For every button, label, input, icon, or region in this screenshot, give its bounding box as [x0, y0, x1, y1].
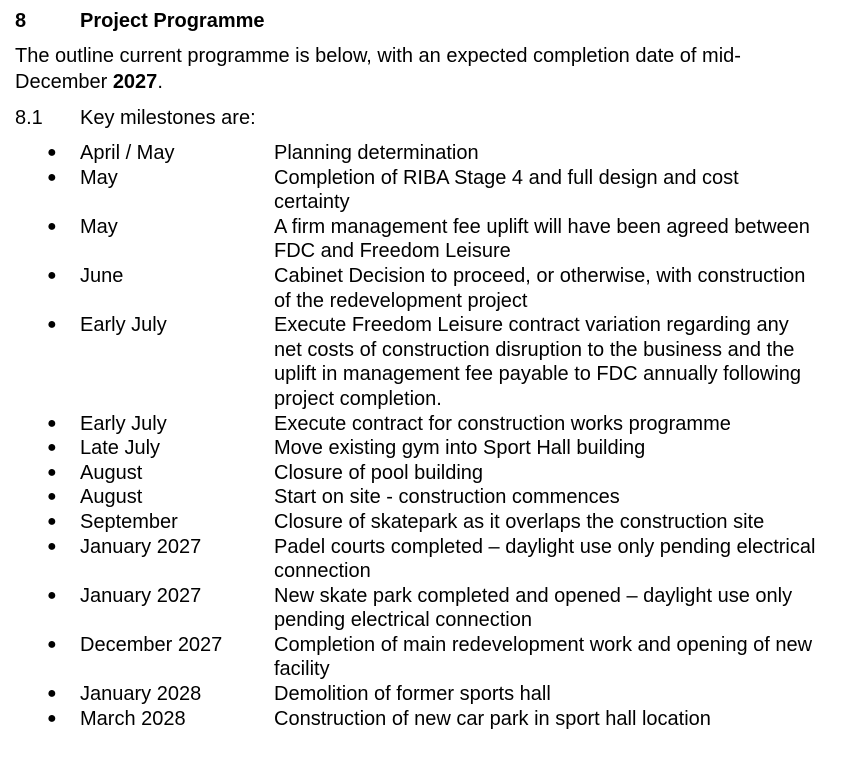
- section-title: Project Programme: [80, 10, 265, 32]
- milestone-description: Completion of RIBA Stage 4 and full design and cost certainty: [274, 166, 739, 214]
- milestone-item: [0, 461, 867, 486]
- milestone-item: [0, 215, 867, 264]
- bullet-icon: ●: [47, 635, 57, 653]
- milestone-description: Demolition of former sports hall: [274, 683, 551, 706]
- milestone-date: December 2027: [80, 633, 223, 656]
- milestone-date: May: [80, 166, 118, 189]
- section-number: 8: [15, 10, 27, 32]
- milestone-date: January 2028: [80, 683, 202, 706]
- milestone-date: May: [80, 215, 118, 238]
- milestone-date: September: [80, 510, 178, 533]
- bullet-icon: ●: [47, 586, 57, 604]
- subsection-text: Key milestones are:: [80, 107, 256, 129]
- milestone-item: [0, 510, 867, 535]
- bullet-icon: ●: [47, 414, 57, 432]
- milestone-description: Construction of new car park in sport hall location: [274, 707, 711, 730]
- bullet-icon: ●: [47, 709, 57, 727]
- intro-end: .: [157, 71, 163, 93]
- bullet-icon: ●: [47, 217, 57, 235]
- bullet-icon: ●: [47, 144, 57, 161]
- milestone-item: [0, 707, 867, 732]
- milestone-item: [0, 313, 867, 411]
- milestone-item: [0, 436, 867, 461]
- intro-year: 2027: [112, 71, 158, 93]
- milestone-description: Planning determination: [274, 142, 479, 164]
- milestone-description: Padel courts completed – daylight use only pending electrical connection: [274, 535, 816, 583]
- milestone-item: [0, 166, 867, 215]
- milestone-item: [0, 412, 867, 437]
- milestone-item: [0, 141, 867, 166]
- bullet-icon: ●: [47, 685, 57, 703]
- milestone-description: Execute contract for construction works programme: [274, 412, 731, 435]
- milestone-date: August: [80, 461, 143, 484]
- milestone-date: March 2028: [80, 707, 186, 730]
- milestone-date: April / May: [80, 142, 175, 164]
- milestone-date: Early July: [80, 412, 167, 435]
- milestone-description: Completion of main redevelopment work and opening of new facility: [274, 633, 813, 681]
- bullet-icon: ●: [47, 537, 57, 555]
- milestone-description: A firm management fee uplift will have been agreed between FDC and Freedom Leisure: [274, 215, 810, 263]
- milestone-date: August: [80, 486, 143, 509]
- milestone-item: [0, 584, 867, 633]
- milestone-date: Early July: [80, 314, 167, 337]
- milestone-date: June: [80, 264, 124, 287]
- milestone-description: Start on site - construction commences: [274, 486, 620, 509]
- milestone-description: Closure of skatepark as it overlaps the construction site: [274, 510, 765, 533]
- milestone-list: [0, 141, 867, 731]
- milestone-item: [0, 535, 867, 584]
- intro-paragraph: [15, 43, 815, 95]
- subsection-number: 8.1: [15, 107, 43, 129]
- milestone-description: Execute Freedom Leisure contract variation regarding any net costs of construction disruption to the business and the uplift in management fee payable to FDC annually following project completion.: [274, 314, 801, 410]
- intro-text: The outline current programme is below, with an expected completion date of mid-December: [15, 45, 741, 93]
- milestone-item: [0, 633, 867, 682]
- milestone-description: New skate park completed and opened – daylight use only pending electrical connection: [274, 584, 793, 632]
- bullet-icon: ●: [47, 512, 57, 530]
- bullet-icon: ●: [47, 316, 57, 334]
- bullet-icon: ●: [47, 266, 57, 284]
- bullet-icon: ●: [47, 463, 57, 481]
- bullet-icon: ●: [47, 168, 57, 186]
- milestone-description: Cabinet Decision to proceed, or otherwise, with construction of the redevelopment project: [274, 264, 806, 312]
- milestone-description: Move existing gym into Sport Hall building: [274, 437, 646, 460]
- milestone-date: January 2027: [80, 584, 202, 607]
- milestone-item: [0, 264, 867, 313]
- milestone-date: January 2027: [80, 535, 202, 558]
- milestone-description: Closure of pool building: [274, 461, 484, 484]
- bullet-icon: ●: [47, 488, 57, 506]
- milestone-item: [0, 485, 867, 510]
- milestone-item: [0, 682, 867, 707]
- milestone-date: Late July: [80, 437, 161, 460]
- bullet-icon: ●: [47, 439, 57, 457]
